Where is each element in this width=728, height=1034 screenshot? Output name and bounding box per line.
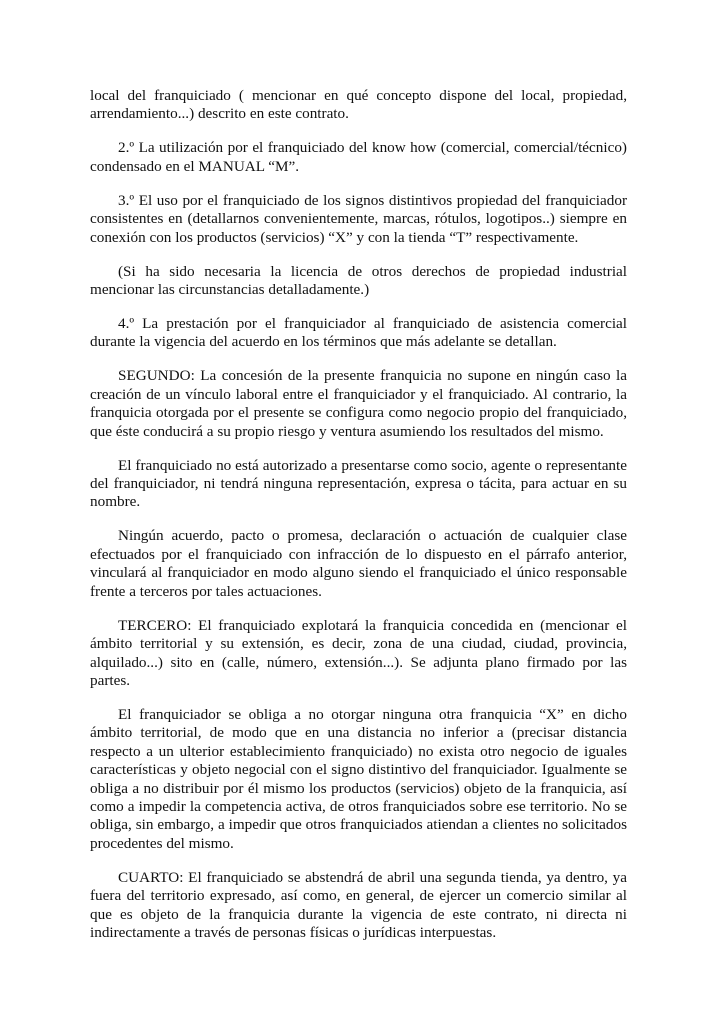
paragraph-propiedad-industrial: (Si ha sido necesaria la licencia de otros derechos de propiedad industrial mencionar las circunstancias detalladamente.) <box>90 262 627 299</box>
document-page <box>90 87 627 958</box>
paragraph-asistencia-comercial: 4.º La prestación por el franquiciador al franquiciado de asistencia comercial durante la vigencia del acuerdo en los términos que más adelante se detallan. <box>90 315 627 351</box>
paragraph-no-autorizado: El franquiciado no está autorizado a presentarse como socio, agente o representante del franquiciador, ni tendrá ninguna representación, expresa o tácita, para actuar en su nombre. <box>90 456 627 511</box>
paragraph-tercero: TERCERO: El franquiciado explotará la franquicia concedida en (mencionar el ámbito territorial y su extensión, es decir, zona de una ciudad, ciudad, provincia, alquilado...) sito en (calle, número, extensión...). Se adjunta plano firmado por las partes. <box>90 616 627 689</box>
paragraph-local-franquiciado: local del franquiciado ( mencionar en qué concepto dispone del local, propiedad, arrendamiento...) descrito en este contrato. <box>90 87 627 123</box>
paragraph-know-how: 2.º La utilización por el franquiciado del know how (comercial, comercial/técnico) condensado en el MANUAL “M”. <box>90 139 627 175</box>
paragraph-signos-distintivos: 3.º El uso por el franquiciado de los signos distintivos propiedad del franquiciador consistentes en (detallarnos convenientemente, marcas, rótulos, logotipos..) siempre en conexión con los productos (servicios) “X” y con la tienda “T” respectivamente. <box>90 191 627 246</box>
paragraph-obligacion-franquiciador: El franquiciador se obliga a no otorgar ninguna otra franquicia “X” en dicho ámbito territorial, de modo que en una distancia no inferior a (precisar distancia respecto a un ulterior establecimiento franquiciado) no exista otro negocio de iguales características y objeto negocial con el signo distintivo del franquiciador. Igualmente se obliga a no distribuir por él mismo los productos (servicios) objeto de la franquicia, así como a impedir la competencia activa, de otros franquiciados sobre ese territorio. No se obliga, sin embargo, a impedir que otros franquiciados atiendan a clientes no solicitados procedentes del mismo. <box>90 705 627 852</box>
paragraph-segundo: SEGUNDO: La concesión de la presente franquicia no supone en ningún caso la creación de un vínculo laboral entre el franquiciador y el franquiciado. Al contrario, la franquicia otorgada por el presente se configura como negocio propio del franquiciado, que éste conducirá a su propio riesgo y ventura asumiendo los resultados del mismo. <box>90 367 627 440</box>
paragraph-ningun-acuerdo: Ningún acuerdo, pacto o promesa, declaración o actuación de cualquier clase efectuados por el franquiciado con infracción de lo dispuesto en el párrafo anterior, vinculará al franquiciador en modo alguno siendo el franquiciado el único responsable frente a terceros por tales actuaciones. <box>90 527 627 600</box>
paragraph-cuarto: CUARTO: El franquiciado se abstendrá de abril una segunda tienda, ya dentro, ya fuera del territorio expresado, así como, en general, de ejercer un comercio similar al que es objeto de la franquicia durante la vigencia de este contrato, ni directa ni indirectamente a través de personas físicas o jurídicas interpuestas. <box>90 868 627 941</box>
